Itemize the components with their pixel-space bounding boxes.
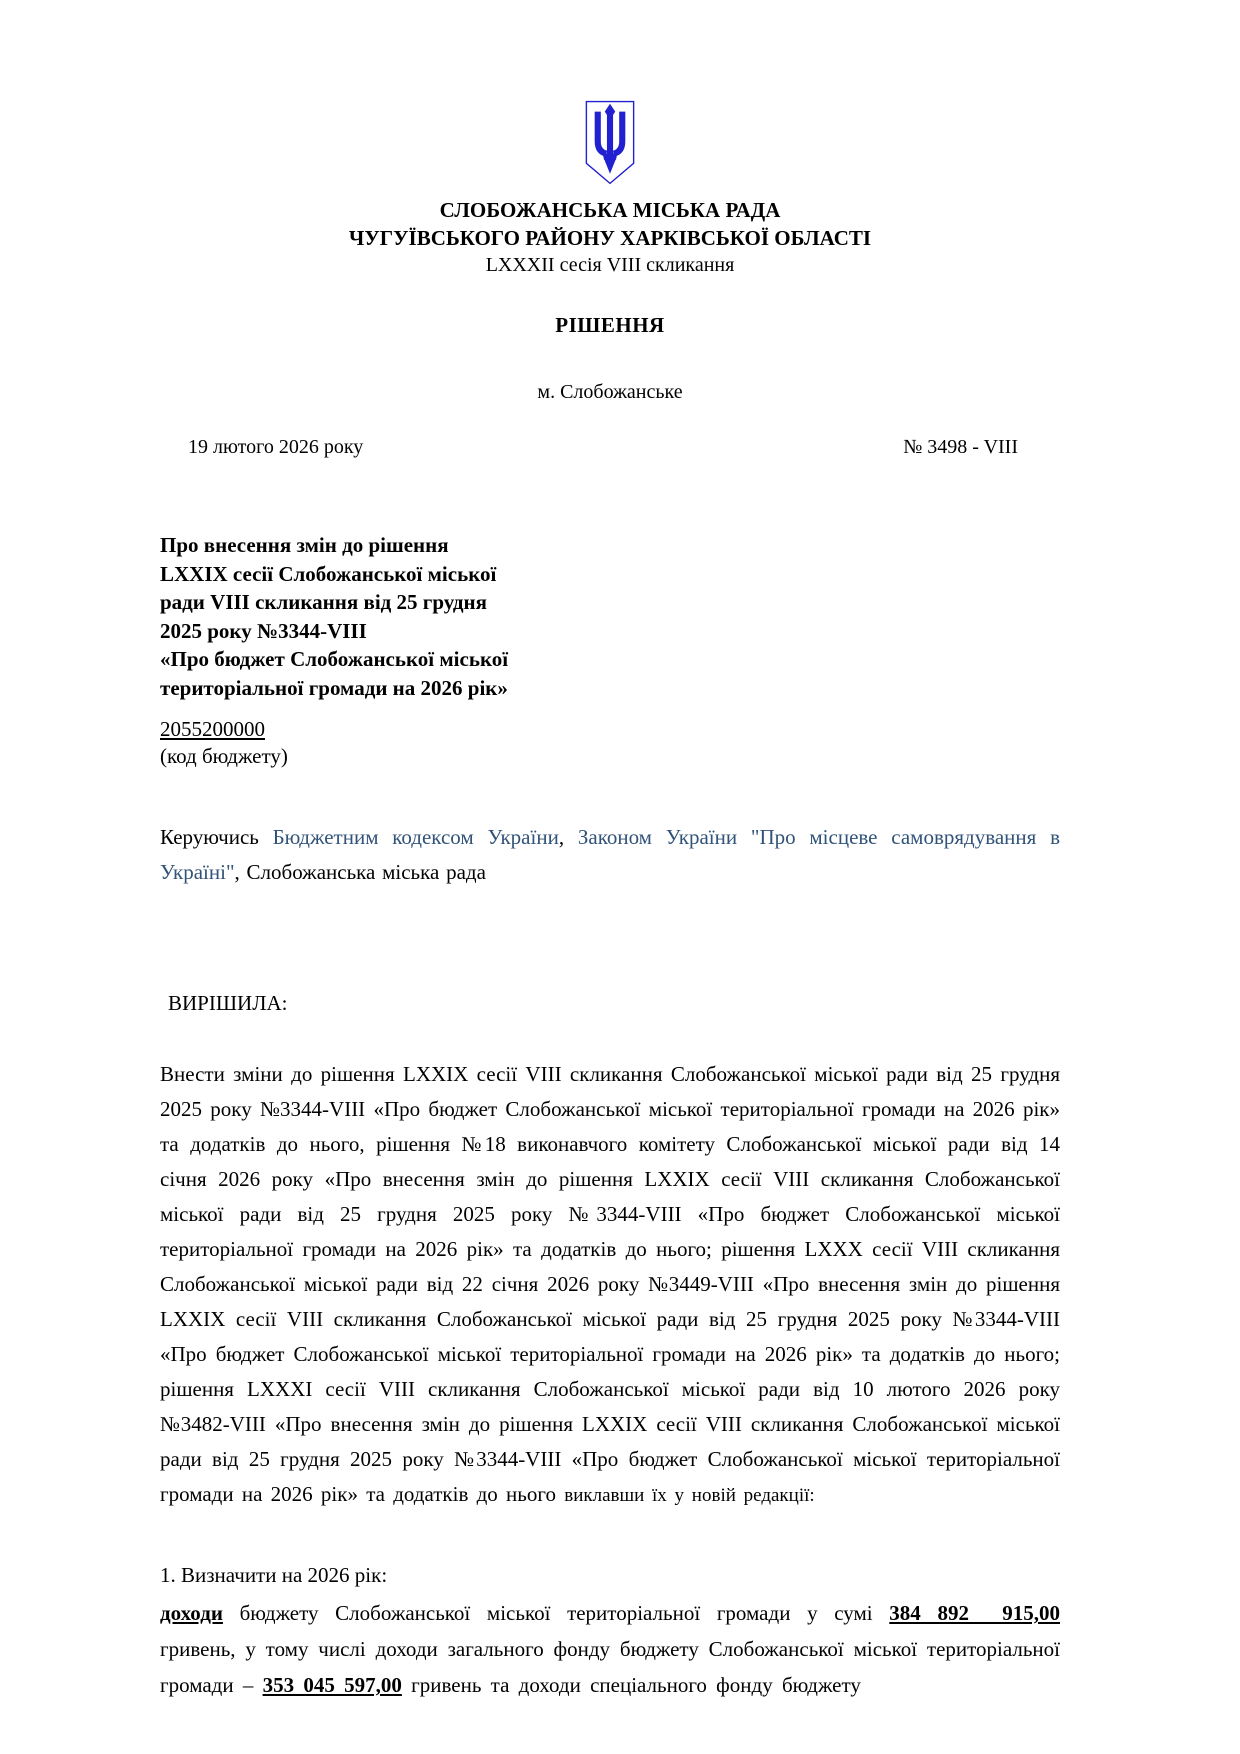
preamble-tail: , Слобожанська міська рада [234, 860, 486, 884]
revenues-term: доходи [160, 1601, 223, 1625]
subject-line: 2025 року №3344-VIII [160, 618, 367, 643]
org-name-line2: ЧУГУЇВСЬКОГО РАЙОНУ ХАРКІВСЬКОЇ ОБЛАСТІ [348, 226, 872, 250]
document-type-title: РІШЕННЯ [555, 313, 665, 337]
item1-text-c: гривень та доходи спеціального фонду бюджету [401, 1673, 861, 1697]
item1-text-a: бюджету Слобожанської міської територіальної громади у сумі [222, 1601, 890, 1625]
trident-icon [582, 100, 638, 188]
preamble-separator: , [558, 825, 578, 849]
item1-heading: 1. Визначити на 2026 рік: [160, 1563, 388, 1587]
org-name-line1: СЛОБОЖАНСЬКА МІСЬКА РАДА [439, 198, 781, 222]
item1-paragraph [160, 1595, 1060, 1703]
decision-subject-block [160, 531, 1060, 702]
budget-code: 2055200000 [160, 717, 265, 741]
preamble-lead: Керуючись [160, 825, 273, 849]
city-line: м. Слобожанське [537, 381, 683, 403]
new-edition-note: виклавши їх у новій редакції: [564, 1485, 815, 1506]
amendments-paragraph [160, 1057, 1060, 1513]
general-fund-revenues-amount: 353 045 597,00 [262, 1673, 402, 1697]
session-line: LXXXII сесія VIII скликання [485, 254, 735, 276]
document-number: № 3498 - VIII [903, 436, 1018, 458]
budget-code-caption: (код бюджету) [160, 744, 288, 768]
subject-line: «Про бюджет Слобожанської міської [160, 647, 509, 671]
subject-line: територіальної громади на 2026 рік» [160, 675, 508, 700]
link-law-local-self-government[interactable]: Законом України "Про місцеве самоврядування в Україні" [160, 825, 1061, 884]
link-budget-code-of-ukraine[interactable]: Бюджетним кодексом України [272, 825, 559, 849]
subject-line: ради VIII скликання від 25 грудня [160, 590, 487, 614]
preamble-paragraph [160, 820, 1060, 890]
amendments-text: Внести зміни до рішення LXXIX сесії VIII скликання Слобожанської міської ради від 25 грудня 2025 року №3344-VIII «Про бюджет Слобожанської міської територіальної громади на 2026 рік» та додатків до нього, рішення №18 виконавчого комітету Слобожанської міської ради від 14 січня 2026 року «Про внесення змін до рішення LXXIX сесії VIII скликання Слобожанської міської ради від 25 грудня 2025 року №3344-VIII «Про бюджет Слобожанської міської територіальної громади на 2026 рік» та додатків до нього; рішення LXXX сесії VIII скликання Слобожанської міської ради від 22 січня 2026 року №3449-VIII «Про внесення змін до рішення LXXIX сесії VIII скликання Слобожанської міської ради від 25 грудня 2025 року №3344-VIII «Про бюджет Слобожанської міської територіальної громади на 2026 рік» та додатків до нього; рішення LXXXI сесії VIII скликання Слобожанської міської ради від 10 лютого 2026 року №3482-VIII «Про внесення змін до рішення LXXIX сесії VIII скликання Слобожанської міської ради від 25 грудня 2025 року №3344-VIII «Про бюджет Слобожанської міської територіальної громади на 2026 рік» та додатків до нього [160, 1062, 1060, 1506]
item1-text-b: гривень, у тому числі доходи загального фонду бюджету Слобожанської міської територіальної громади – [160, 1637, 1060, 1697]
document-date: 19 лютого 2026 року [188, 436, 364, 458]
resolved-label: ВИРІШИЛА: [168, 991, 288, 1015]
ukraine-trident-emblem [160, 100, 1060, 188]
total-revenues-amount: 384 892 915,00 [889, 1601, 1061, 1625]
subject-line: LXXIX сесії Слобожанської міської [160, 561, 497, 586]
subject-line: Про внесення змін до рішення [160, 533, 449, 557]
date-number-row [160, 434, 1060, 461]
